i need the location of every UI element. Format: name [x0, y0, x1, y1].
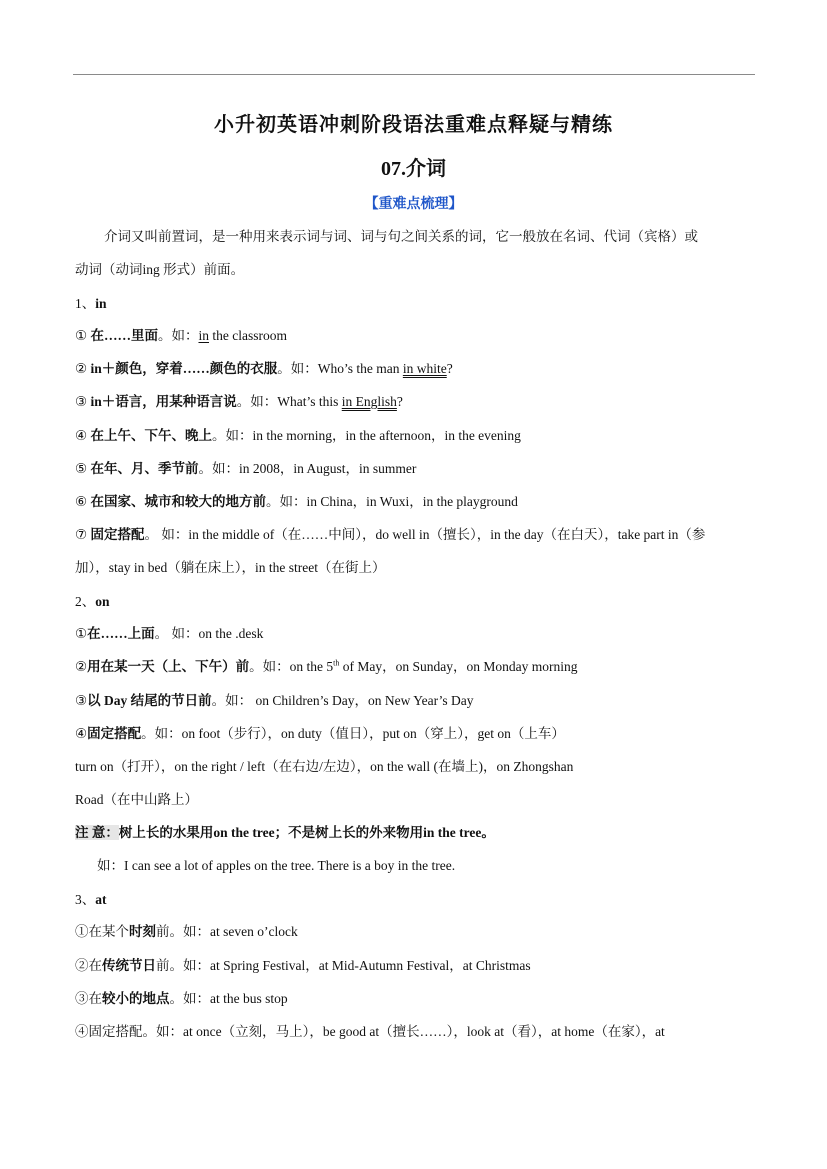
in-item-7-cont: 加），stay in bed（躺在床上），in the street（在街上）: [75, 560, 386, 575]
on-item-4: ④固定搭配。如：on foot（步行），on duty（值日），put on（穿上），get on（上车）: [75, 726, 565, 741]
on-item-4-cont: turn on（打开），on the right / left（在右边/左边），on the wall (在墙上)，on Zhongshan: [75, 759, 574, 774]
header-rule: [73, 74, 755, 75]
in-item-5: ⑤ 在年、月、季节前。如：in 2008，in August，in summer: [75, 461, 417, 476]
document-title: 小升初英语冲刺阶段语法重难点释疑与精练: [214, 114, 613, 136]
in-item-3: ③ in＋语言，用某种语言说。如：What’s this in English?: [75, 394, 403, 409]
heading-on: 2、on: [75, 594, 110, 609]
section-heading: 【重难点梳理】: [364, 197, 463, 212]
note: 注 意：树上长的水果用on the tree；不是树上长的外来物用in the tree。: [75, 825, 495, 840]
in-item-1: ① 在……里面。如：in the classroom: [75, 328, 287, 343]
on-item-1: ①在……上面。 如：on the .desk: [75, 626, 264, 641]
in-item-7: ⑦ 固定搭配。 如：in the middle of（在……中间），do well in（擅长），in the day（在白天），take part in（参: [75, 527, 706, 542]
on-item-2: ②用在某一天（上、下午）前。如：on the 5th of May，on Sunday，on Monday morning: [75, 658, 578, 674]
at-item-1: ①在某个时刻前。如：at seven o’clock: [75, 924, 298, 939]
intro-line-1: 介词又叫前置词，是一种用来表示词与词、词与句之间关系的词，它一般放在名词、代词（宾格）或: [104, 229, 698, 244]
at-item-3: ③在较小的地点。如：at the bus stop: [75, 991, 288, 1006]
at-item-4: ④固定搭配。如：at once（立刻，马上），be good at（擅长……），look at（看），at home（在家），at: [75, 1024, 665, 1039]
in-item-2: ② in＋颜色，穿着……颜色的衣服。如：Who’s the man in white?: [75, 361, 453, 376]
on-item-3: ③以 Day 结尾的节日前。如： on Children’s Day，on New Year’s Day: [75, 693, 474, 708]
at-item-2: ②在传统节日前。如：at Spring Festival，at Mid-Autumn Festival，at Christmas: [75, 958, 531, 973]
chapter-title: 07.介词: [381, 158, 446, 180]
note-example: 如：I can see a lot of apples on the tree. There is a boy in the tree.: [97, 858, 456, 873]
heading-at: 3、at: [75, 892, 107, 907]
on-item-4-cont-2: Road（在中山路上）: [75, 792, 198, 807]
intro-line-2: 动词（动词ing 形式）前面。: [75, 262, 245, 277]
in-item-6: ⑥ 在国家、城市和较大的地方前。如：in China，in Wuxi，in the playground: [75, 494, 518, 509]
heading-in: 1、in: [75, 296, 107, 311]
in-item-4: ④ 在上午、下午、晚上。如：in the morning，in the afternoon，in the evening: [75, 428, 521, 443]
